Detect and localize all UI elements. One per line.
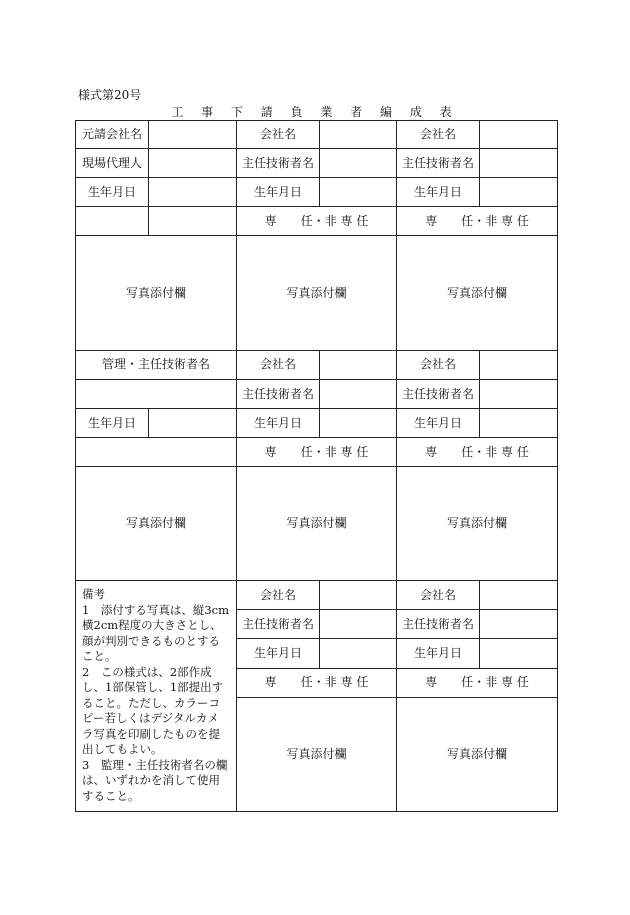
birth-date-field[interactable] — [480, 408, 558, 437]
company-field[interactable] — [320, 581, 397, 610]
chief-engineer-field[interactable] — [480, 379, 558, 408]
birth-date-label: 生年月日 — [397, 408, 480, 437]
chief-engineer-field[interactable] — [480, 149, 558, 178]
company-label: 会社名 — [237, 350, 320, 379]
subcontractor-table — [75, 120, 558, 812]
company-label: 会社名 — [237, 581, 320, 610]
chief-engineer-label: 主任技術者名 — [397, 610, 480, 639]
birth-date-field[interactable] — [149, 408, 237, 437]
birth-date-label: 生年月日 — [237, 178, 320, 207]
note-item: 2 この様式は、2部作成し、1部保管し、1部提出すること。ただし、カラーコピー若しくはデジタルカメラ写真を印刷したものを提出してもよい。 — [82, 664, 224, 757]
chief-engineer-field[interactable] — [320, 379, 397, 408]
photo-box[interactable]: 写真添付欄 — [237, 466, 397, 580]
company-field[interactable] — [480, 121, 558, 149]
form-number: 様式第20号 — [78, 88, 142, 102]
chief-engineer-label: 主任技術者名 — [397, 379, 480, 408]
photo-box[interactable]: 写真添付欄 — [76, 466, 237, 580]
chief-engineer-label: 主任技術者名 — [237, 610, 320, 639]
note-item: 3 監理・主任技術者名の欄は、いずれかを消して使用すること。 — [82, 757, 228, 803]
site-agent-label: 現場代理人 — [76, 149, 149, 178]
manager-chief-field[interactable] — [76, 379, 237, 408]
photo-box[interactable]: 写真添付欄 — [237, 236, 397, 350]
employment-status[interactable]: 専 任・非 専 任 — [397, 668, 558, 697]
birth-date-field[interactable] — [320, 639, 397, 668]
chief-engineer-label: 主任技術者名 — [397, 149, 480, 178]
company-field[interactable] — [320, 121, 397, 149]
birth-date-field[interactable] — [480, 178, 558, 207]
company-field[interactable] — [480, 581, 558, 610]
birth-date-field[interactable] — [320, 178, 397, 207]
notes-box — [76, 581, 237, 812]
photo-box[interactable]: 写真添付欄 — [397, 466, 558, 580]
photo-box[interactable]: 写真添付欄 — [397, 697, 558, 811]
birth-date-field[interactable] — [149, 178, 237, 207]
birth-date-label: 生年月日 — [76, 178, 149, 207]
photo-box[interactable]: 写真添付欄 — [76, 236, 237, 350]
blank-cell — [76, 207, 149, 236]
chief-engineer-label: 主任技術者名 — [237, 149, 320, 178]
birth-date-field[interactable] — [320, 408, 397, 437]
employment-status[interactable]: 専 任・非 専 任 — [237, 437, 397, 466]
prime-company-field[interactable] — [149, 121, 237, 149]
birth-date-field[interactable] — [480, 639, 558, 668]
birth-date-label: 生年月日 — [397, 639, 480, 668]
company-label: 会社名 — [397, 581, 480, 610]
chief-engineer-field[interactable] — [480, 610, 558, 639]
birth-date-label: 生年月日 — [76, 408, 149, 437]
notes-heading: 備考 — [82, 587, 105, 602]
company-field[interactable] — [320, 350, 397, 379]
employment-status[interactable]: 専 任・非 専 任 — [397, 207, 558, 236]
employment-status[interactable]: 専 任・非 専 任 — [237, 668, 397, 697]
photo-box[interactable]: 写真添付欄 — [237, 697, 397, 811]
birth-date-label: 生年月日 — [237, 408, 320, 437]
note-item: 1 添付する写真は、縦3cm横2cm程度の大きさとし、顔が判別できるものとすること。 — [82, 602, 229, 664]
photo-box[interactable]: 写真添付欄 — [397, 236, 558, 350]
prime-company-label: 元請会社名 — [76, 121, 149, 149]
manager-chief-label: 管理・主任技術者名 — [76, 350, 237, 379]
company-label: 会社名 — [237, 121, 320, 149]
birth-date-label: 生年月日 — [397, 178, 480, 207]
site-agent-field[interactable] — [149, 149, 237, 178]
company-label: 会社名 — [397, 121, 480, 149]
company-field[interactable] — [480, 350, 558, 379]
employment-status[interactable]: 専 任・非 専 任 — [397, 437, 558, 466]
chief-engineer-label: 主任技術者名 — [237, 379, 320, 408]
chief-engineer-field[interactable] — [320, 610, 397, 639]
form-title: 工 事 下 請 負 業 者 編 成 表 — [171, 105, 459, 119]
company-label: 会社名 — [397, 350, 480, 379]
chief-engineer-field[interactable] — [320, 149, 397, 178]
blank-cell — [149, 207, 237, 236]
blank-cell — [76, 437, 237, 466]
employment-status[interactable]: 専 任・非 専 任 — [237, 207, 397, 236]
birth-date-label: 生年月日 — [237, 639, 320, 668]
